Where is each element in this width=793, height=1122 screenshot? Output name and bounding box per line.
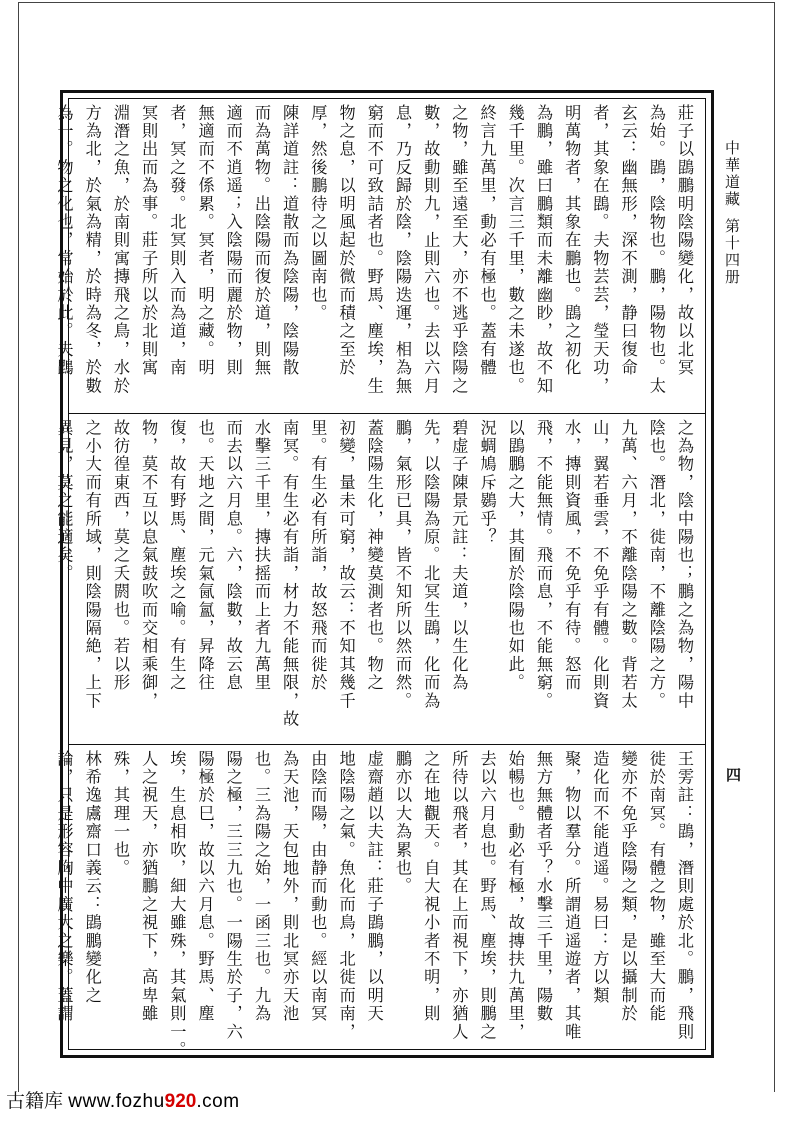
text-column: 況蜩鳩斥鷃乎？ (477, 419, 497, 547)
text-column: 虚齋趙以夫註：莊子鵾鵬，以明天 (364, 750, 384, 1023)
section-divider-1 (68, 413, 706, 414)
text-column: 初變，量未可窮，故云：不知其幾千 (336, 419, 356, 711)
page-edge-top (18, 2, 775, 3)
text-column: 之物，雖至遠至大，亦不逃乎陰陽之 (449, 104, 469, 396)
text-column: 物，莫不互以息氣鼓吹而交相乘御， (139, 419, 159, 711)
text-column: 水，摶則資風，不免乎有待。怒而 (562, 419, 582, 692)
text-column: 鵬亦以大為累也。 (392, 750, 412, 896)
text-column: 陽極於巳，故以六月息。野馬、塵 (195, 750, 215, 1023)
text-column: 人之視天，亦猶鵬之視下，高卑雖 (139, 750, 159, 1023)
text-column: 者，冥之發。北冥則入而為道，南 (167, 104, 187, 377)
text-column: 者，其象在鵾。夫物芸芸，瑩天功， (590, 104, 610, 396)
text-column: 適而不逍遥；入陰陽而麗於物，則 (223, 104, 243, 377)
text-column: 聚，物以羣分。所謂逍遥遊者，其唯 (562, 750, 582, 1042)
text-column: 殊，其理一也。 (110, 750, 130, 878)
page-edge-right (774, 2, 775, 1092)
text-column: 為始。鵾，陰物也。鵬，陽物也。太 (646, 104, 666, 396)
text-column: 莊子以鵾鵬明陰陽變化，故以北冥 (675, 104, 694, 377)
text-section-2 (54, 419, 698, 739)
text-column: 徙於南冥。有體之物，雖至大而能 (646, 750, 666, 1023)
text-column: 玄云：幽無形，深不測，静曰復命 (618, 104, 638, 377)
text-column: 飛，不能無情。飛而息，不能無窮。 (533, 419, 553, 711)
text-column: 窮而不可致詰者也。野馬、塵埃，生 (364, 104, 384, 396)
text-column: 息，乃反歸於陰，陰陽迭運，相為無 (392, 104, 412, 396)
text-column: 方為北，於氣為精，於時為冬，於數 (82, 104, 102, 396)
text-column: 先，以陰陽為原。北冥生鵾，化而為 (421, 419, 441, 711)
text-column: 為鵬，雖曰鵬類而未離幽眇，故不知 (533, 104, 553, 396)
volume-label: 第十四册 (723, 218, 741, 286)
text-column: 埃，生息相吹，細大雖殊，其氣則一。 (167, 750, 187, 1060)
watermark-site-name: 古籍库 (6, 1091, 64, 1112)
text-column: 以鵾鵬之大，其囿於陰陽也如此。 (505, 419, 525, 692)
text-column: 明萬物者，其象在鵬也。鵾之初化 (562, 104, 582, 377)
watermark-url-suffix: .com (196, 1091, 240, 1112)
running-header (722, 140, 742, 286)
text-column: 復，故有野馬、塵埃之喻。有生之 (167, 419, 187, 692)
text-column: 水擊三千里，摶扶摇而上者九萬里 (251, 419, 271, 692)
text-column: 冥則出而為事。莊子所以於北則寓 (139, 104, 159, 377)
text-column: 數，故動則九，止則六也。去以六月 (421, 104, 441, 396)
text-column: 里。有生必有所詣，故怒飛而徙於 (308, 419, 328, 692)
text-column: 而去以六月息。六，陰數，故云息 (223, 419, 243, 692)
text-column: 去以六月息也。野馬、塵埃，則鵬之 (477, 750, 497, 1042)
book-title: 中華道藏 (723, 140, 741, 208)
text-column: 陰也。潛北，徙南，不離陰陽之方。 (646, 419, 666, 711)
text-column: 也。天地之間，元氣氤氳，昇降往 (195, 419, 215, 692)
text-column: 由陰而陽，由静而動也。經以南冥 (308, 750, 328, 1023)
text-section-3 (54, 750, 698, 1060)
text-column: 林希逸鬳齋口義云：鵾鵬變化之 (82, 750, 102, 1005)
text-column: 幾千里。次言三千里，數之未遂也。 (505, 104, 525, 396)
text-column: 也。三為陽之始，一函三也。九為 (251, 750, 271, 1023)
text-column: 陳詳道註：道散而為陰陽，陰陽散 (280, 104, 300, 377)
text-column: 故彷徨東西，莫之夭閼也。若以形 (110, 419, 130, 692)
text-column: 始暢也。動必有極，故摶扶九萬里， (505, 750, 525, 1042)
text-column: 鵬，氣形已具，皆不知所以然而然。 (392, 419, 412, 711)
text-column: 變亦不免乎陰陽之類，是以攝制於 (618, 750, 638, 1023)
text-column: 九萬、六月，不離陰陽之數。背若太 (618, 419, 638, 711)
text-column: 山，翼若垂雲，不免乎有體。化則資 (590, 419, 610, 711)
text-column: 之在地觀天。自大視小者不明，則 (421, 750, 441, 1023)
text-column: 蓋陰陽生化，神變莫測者也。物之 (364, 419, 384, 692)
text-section-1 (54, 104, 698, 409)
text-column: 地陰陽之氣。魚化而鳥，北徙而南， (336, 750, 356, 1042)
page-edge-left (18, 2, 19, 1092)
text-column: 無適而不係累。冥者，明之藏。明 (195, 104, 215, 377)
text-column: 淵潛之魚，於南則寓摶飛之鳥，水於 (110, 104, 130, 396)
watermark-url-number: 920 (164, 1091, 197, 1112)
text-column: 造化而不能逍遥。易曰：方以類 (590, 750, 610, 1005)
text-column: 異見，莫之能適矣。 (54, 419, 74, 583)
text-column: 之為物，陰中陽也；鵬之為物，陽中 (675, 419, 694, 711)
page-number: 四 (726, 766, 743, 784)
text-column: 厚，然後鵬待之以圖南也。 (308, 104, 328, 323)
text-column: 無方無體者乎？水擊三千里，陽數 (533, 750, 553, 1023)
text-column: 為天池，天包地外，則北冥亦天池 (280, 750, 300, 1023)
text-column: 南冥。有生必有詣，材力不能無限，故 (280, 419, 300, 729)
text-column: 為一。物之化也，常始於此。夫鵾 (54, 104, 74, 377)
text-column: 之小大而有所域，則陰陽隔絶，上下 (82, 419, 102, 711)
text-column: 論，只是形容胸中廣大之樂。蓋謂 (54, 750, 74, 1023)
section-divider-2 (68, 744, 706, 745)
text-column: 而為萬物。出陰陽而復於道，則無 (251, 104, 271, 377)
text-column: 物之息，以明風起於微而積之至於 (336, 104, 356, 377)
text-column: 陽之極，三三九也。一陽生於子，六 (223, 750, 243, 1042)
text-column: 所待以飛者，其在上而視下，亦猶人 (449, 750, 469, 1042)
text-column: 王雱註：鵾，潛則處於北。鵬，飛則 (675, 750, 694, 1042)
text-column: 碧虚子陳景元註：夫道，以生化為 (449, 419, 469, 692)
site-watermark[interactable] (6, 1086, 240, 1113)
watermark-url-prefix: www.fozhu (68, 1091, 165, 1112)
text-column: 終言九萬里，動必有極也。蓋有體 (477, 104, 497, 377)
